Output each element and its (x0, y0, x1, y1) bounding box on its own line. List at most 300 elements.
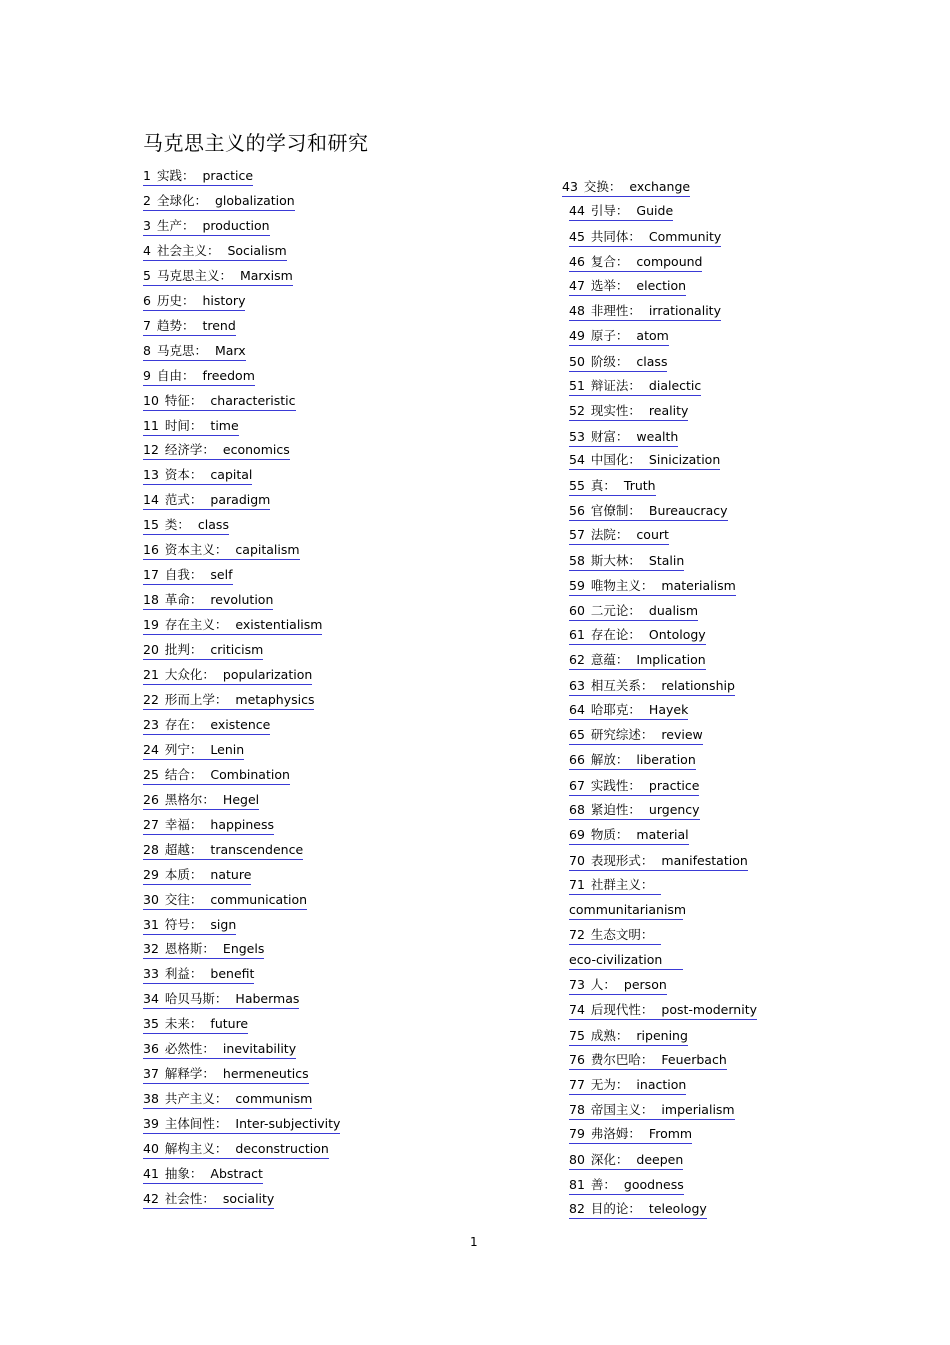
term-entry (143, 792, 259, 810)
term-entry (569, 503, 728, 521)
term-entry (143, 941, 264, 959)
term-entry (569, 877, 661, 895)
term-english: relationship (661, 678, 735, 693)
term-entry (569, 278, 686, 296)
term-number: 56 (569, 503, 585, 518)
term-entry (143, 917, 236, 935)
term-chinese: 物质： (590, 827, 629, 842)
term-english: material (636, 827, 689, 842)
term-english: Habermas (235, 991, 300, 1007)
term-chinese: 资本主义： (164, 542, 228, 558)
term-english: imperialism (661, 1102, 735, 1117)
term-number: 68 (569, 802, 585, 817)
term-entry (143, 243, 287, 261)
term-number: 28 (143, 841, 159, 857)
term-number: 60 (569, 603, 585, 618)
term-entry (569, 678, 735, 696)
term-number: 53 (569, 429, 585, 444)
term-number: 5 (143, 267, 151, 283)
term-english: capital (210, 467, 253, 483)
term-english: hermeneutics (222, 1066, 309, 1082)
term-chinese: 未来： (164, 1016, 203, 1032)
term-chinese: 引导： (590, 203, 629, 218)
term-english: Community (648, 229, 722, 244)
term-entry (569, 853, 748, 871)
term-number: 65 (569, 727, 585, 742)
term-chinese: 存在论： (590, 627, 641, 642)
term-number: 51 (569, 378, 585, 393)
term-english: sign (210, 916, 237, 932)
term-english: Implication (636, 652, 706, 667)
term-number: 72 (569, 927, 585, 942)
term-chinese: 共同体： (590, 229, 641, 244)
term-entry (569, 429, 678, 447)
term-entry (569, 627, 706, 645)
term-english: Marxism (239, 267, 293, 283)
term-english: globalization (214, 192, 295, 208)
term-number: 22 (143, 691, 159, 707)
term-entry (143, 567, 233, 585)
term-number: 3 (143, 217, 151, 233)
term-entry (143, 318, 236, 336)
term-number: 74 (569, 1002, 585, 1017)
term-entry (569, 303, 721, 321)
term-chinese: 社会主义： (156, 242, 220, 258)
term-entry (569, 254, 702, 272)
term-number: 70 (569, 853, 585, 868)
term-chinese: 类： (164, 517, 190, 533)
term-chinese: 无为： (590, 1077, 629, 1092)
term-number: 11 (143, 417, 159, 433)
term-english: deconstruction (235, 1141, 329, 1157)
term-number: 77 (569, 1077, 585, 1092)
term-chinese: 结合： (164, 766, 203, 782)
term-entry (562, 179, 690, 197)
term-entry (569, 527, 669, 545)
term-english: existence (210, 716, 271, 732)
term-chinese: 利益： (164, 966, 203, 982)
term-entry (143, 1016, 248, 1034)
term-chinese: 社会性： (164, 1190, 215, 1206)
term-english: teleology (648, 1201, 707, 1216)
term-english: compound (636, 254, 703, 269)
term-entry (143, 168, 253, 186)
term-number: 81 (569, 1177, 585, 1192)
term-chinese: 范式： (164, 492, 203, 508)
term-entry (143, 742, 244, 760)
term-entry (569, 1002, 757, 1020)
term-number: 7 (143, 317, 151, 333)
term-number: 14 (143, 492, 159, 508)
term-entry (143, 867, 251, 885)
page-title: 马克思主义的学习和研究 (143, 131, 369, 155)
term-chinese: 共产主义： (164, 1091, 228, 1107)
term-chinese: 社群主义： (590, 877, 654, 892)
term-number: 43 (562, 179, 578, 194)
term-number: 40 (143, 1141, 159, 1157)
term-chinese: 实践： (156, 168, 195, 183)
term-entry (569, 1126, 692, 1144)
term-number: 58 (569, 553, 585, 568)
term-number: 35 (143, 1016, 159, 1032)
term-chinese: 实践性： (590, 778, 641, 793)
term-entry (143, 1116, 340, 1134)
term-number: 71 (569, 877, 585, 892)
term-entry (143, 667, 312, 685)
term-chinese: 自我： (164, 567, 203, 583)
term-number: 79 (569, 1126, 585, 1141)
term-entry (569, 977, 667, 995)
term-entry (569, 478, 656, 496)
term-english: communism (235, 1091, 313, 1107)
term-entry (569, 328, 669, 346)
term-number: 21 (143, 667, 159, 682)
term-english: practice (648, 778, 700, 793)
term-entry (143, 817, 274, 835)
term-number: 26 (143, 791, 159, 807)
term-chinese: 幸福： (164, 816, 203, 832)
term-english: Inter-subjectivity (235, 1116, 341, 1132)
term-english: inaction (636, 1077, 687, 1092)
term-english: capitalism (235, 542, 300, 558)
term-entry (569, 578, 736, 596)
term-number: 73 (569, 977, 585, 992)
term-number: 13 (143, 467, 159, 483)
term-number: 57 (569, 527, 585, 542)
term-number: 80 (569, 1152, 585, 1167)
term-chinese: 批判： (164, 642, 203, 658)
term-entry (143, 542, 300, 560)
term-chinese: 革命： (164, 592, 203, 608)
term-entry (143, 393, 296, 411)
term-number: 34 (143, 991, 159, 1007)
term-english: irrationality (648, 303, 721, 318)
term-entry (569, 702, 688, 720)
term-chinese: 复合： (590, 254, 629, 269)
term-chinese: 解构主义： (164, 1141, 228, 1157)
term-english: court (636, 527, 669, 542)
term-chinese: 特征： (164, 392, 203, 408)
term-chinese: 解释学： (164, 1066, 215, 1082)
term-entry (569, 1152, 683, 1170)
term-number: 15 (143, 517, 159, 533)
term-english: reality (648, 403, 689, 418)
term-chinese: 弗洛姆： (590, 1126, 641, 1141)
term-entry (143, 767, 290, 785)
term-english: practice (202, 168, 254, 183)
term-number: 37 (143, 1066, 159, 1082)
term-english: Fromm (648, 1126, 693, 1141)
term-chinese: 经济学： (164, 442, 215, 458)
term-number: 16 (143, 542, 159, 558)
term-english: production (202, 217, 270, 233)
term-english: trend (202, 317, 236, 333)
term-chinese: 阶级： (590, 354, 629, 369)
term-entry (143, 193, 295, 211)
term-chinese: 哈耶克： (590, 702, 641, 717)
term-number: 61 (569, 627, 585, 642)
term-number: 41 (143, 1166, 159, 1181)
term-english: existentialism (235, 617, 323, 633)
term-entry (569, 1077, 686, 1095)
term-number: 17 (143, 567, 159, 583)
term-entry (143, 1191, 274, 1209)
term-chinese: 生产： (156, 217, 195, 233)
term-number: 44 (569, 203, 585, 218)
term-english: history (202, 292, 246, 308)
term-entry (143, 842, 303, 860)
term-chinese: 官僚制： (590, 503, 641, 518)
term-chinese: 法院： (590, 527, 629, 542)
term-english: revolution (210, 592, 274, 608)
term-entry (569, 403, 688, 421)
term-entry (569, 203, 673, 221)
term-english: wealth (636, 429, 679, 444)
term-chinese: 紧迫性： (590, 802, 641, 817)
term-entry (569, 827, 689, 845)
term-english: popularization (222, 667, 313, 682)
term-entry (569, 603, 698, 621)
term-english: Marx (214, 342, 246, 358)
term-number: 50 (569, 354, 585, 369)
term-chinese: 意蕴： (590, 652, 629, 667)
term-number: 19 (143, 617, 159, 633)
term-number: 52 (569, 403, 585, 418)
term-chinese: 中国化： (590, 452, 641, 467)
term-english: Combination (210, 766, 290, 782)
term-english: self (210, 567, 233, 583)
term-entry (569, 354, 667, 372)
term-english: Bureaucracy (648, 503, 728, 518)
term-number: 24 (143, 741, 159, 757)
term-chinese: 深化： (590, 1152, 629, 1167)
term-number: 64 (569, 702, 585, 717)
term-entry (143, 617, 322, 635)
term-entry (569, 752, 696, 770)
term-english: election (636, 278, 687, 293)
term-chinese: 辩证法： (590, 378, 641, 393)
term-english: Ontology (648, 627, 706, 642)
term-chinese: 目的论： (590, 1201, 641, 1216)
term-english: Stalin (648, 553, 685, 568)
term-entry (143, 368, 255, 386)
term-number: 78 (569, 1102, 585, 1117)
term-entry (569, 927, 661, 945)
term-english: benefit (210, 966, 255, 982)
term-english: inevitability (222, 1041, 297, 1057)
term-number: 27 (143, 816, 159, 832)
term-chinese: 大众化： (164, 667, 215, 682)
term-chinese: 全球化： (156, 192, 207, 208)
term-entry (569, 1052, 727, 1070)
term-chinese: 二元论： (590, 603, 641, 618)
term-number: 46 (569, 254, 585, 269)
term-english: dialectic (648, 378, 702, 393)
term-number: 67 (569, 778, 585, 793)
term-number: 63 (569, 678, 585, 693)
term-entry (569, 553, 684, 571)
term-number: 54 (569, 452, 585, 467)
term-chinese: 趋势： (156, 317, 195, 333)
term-number: 4 (143, 242, 151, 258)
term-english: metaphysics (235, 691, 315, 707)
term-entry (143, 218, 270, 236)
term-number: 69 (569, 827, 585, 842)
term-english: liberation (636, 752, 696, 767)
term-chinese: 主体间性： (164, 1116, 228, 1132)
term-chinese: 斯大林： (590, 553, 641, 568)
term-english: goodness (623, 1177, 684, 1192)
term-number: 47 (569, 278, 585, 293)
term-entry (143, 418, 239, 436)
term-chinese: 恩格斯： (164, 941, 215, 957)
term-english: Abstract (210, 1166, 263, 1181)
term-chinese: 存在主义： (164, 617, 228, 633)
term-number: 29 (143, 866, 159, 882)
term-chinese: 历史： (156, 292, 195, 308)
term-entry (569, 778, 699, 796)
term-chinese: 研究综述： (590, 727, 654, 742)
term-chinese: 黑格尔： (164, 791, 215, 807)
term-entry (143, 492, 270, 510)
term-chinese: 唯物主义： (590, 578, 654, 593)
term-number: 10 (143, 392, 159, 408)
term-chinese: 超越： (164, 841, 203, 857)
term-number: 33 (143, 966, 159, 982)
term-chinese: 形而上学： (164, 691, 228, 707)
term-number: 18 (143, 592, 159, 608)
term-number: 6 (143, 292, 151, 308)
term-entry (143, 592, 273, 610)
term-chinese: 交往： (164, 891, 203, 907)
term-number: 9 (143, 367, 151, 383)
term-chinese: 解放： (590, 752, 629, 767)
term-entry (143, 991, 299, 1009)
term-chinese: 时间： (164, 417, 203, 433)
term-english: materialism (661, 578, 736, 593)
term-english: Engels (222, 941, 265, 957)
term-entry (143, 692, 314, 710)
term-chinese: 哈贝马斯： (164, 991, 228, 1007)
term-english: Socialism (227, 242, 287, 258)
term-number: 1 (143, 168, 151, 183)
term-number: 75 (569, 1028, 585, 1043)
term-entry (569, 727, 703, 745)
term-number: 45 (569, 229, 585, 244)
term-english: transcendence (210, 841, 304, 857)
term-chinese: 真： (590, 478, 616, 493)
term-english: Hegel (222, 791, 260, 807)
term-entry (569, 1201, 707, 1219)
term-entry (143, 467, 252, 485)
term-entry (569, 652, 706, 670)
term-english: ripening (636, 1028, 688, 1043)
term-entry (569, 229, 721, 247)
term-number: 32 (143, 941, 159, 957)
term-chinese: 财富： (590, 429, 629, 444)
term-number: 49 (569, 328, 585, 343)
term-number: 38 (143, 1091, 159, 1107)
term-chinese: 符号： (164, 916, 203, 932)
term-chinese: 非理性： (590, 303, 641, 318)
term-entry (143, 892, 307, 910)
term-english: Hayek (648, 702, 689, 717)
term-chinese: 生态文明： (590, 927, 654, 942)
term-english: class (636, 354, 668, 369)
term-entry (143, 1166, 263, 1184)
term-english: review (661, 727, 703, 742)
term-english: urgency (648, 802, 700, 817)
term-number: 76 (569, 1052, 585, 1067)
term-number: 8 (143, 342, 151, 358)
term-chinese: 抽象： (164, 1166, 203, 1181)
term-english: economics (222, 442, 290, 458)
term-number: 23 (143, 716, 159, 732)
term-number: 36 (143, 1041, 159, 1057)
term-number: 82 (569, 1201, 585, 1216)
term-chinese: 存在： (164, 716, 203, 732)
term-english: post-modernity (661, 1002, 757, 1017)
term-chinese: 原子： (590, 328, 629, 343)
term-entry (569, 452, 720, 470)
term-entry (143, 1066, 309, 1084)
term-english: communitarianism (569, 902, 683, 920)
term-entry (143, 517, 229, 535)
term-chinese: 交换： (583, 179, 622, 194)
term-number: 30 (143, 891, 159, 907)
term-entry (569, 1177, 684, 1195)
term-number: 2 (143, 192, 151, 208)
term-chinese: 现实性： (590, 403, 641, 418)
term-entry (569, 1028, 688, 1046)
term-number: 31 (143, 916, 159, 932)
term-chinese: 选举： (590, 278, 629, 293)
term-english: happiness (210, 816, 274, 832)
term-entry (143, 268, 293, 286)
term-chinese: 费尔巴哈： (590, 1052, 654, 1067)
term-entry (143, 966, 254, 984)
term-entry (143, 1141, 329, 1159)
term-english: atom (636, 328, 669, 343)
term-english: Truth (623, 478, 656, 493)
term-entry (143, 293, 245, 311)
term-chinese: 善： (590, 1177, 616, 1192)
term-chinese: 帝国主义： (590, 1102, 654, 1117)
term-english: paradigm (210, 492, 271, 508)
term-chinese: 相互关系： (590, 678, 654, 693)
term-chinese: 资本： (164, 467, 203, 483)
term-chinese: 马克思主义： (156, 267, 232, 283)
page-number: 1 (470, 1235, 478, 1249)
term-english: Guide (636, 203, 674, 218)
term-english: person (623, 977, 667, 992)
term-entry (569, 378, 701, 396)
term-number: 25 (143, 766, 159, 782)
term-number: 42 (143, 1190, 159, 1206)
term-english: Sinicization (648, 452, 721, 467)
term-entry (143, 1091, 312, 1109)
term-english: nature (210, 866, 252, 882)
term-number: 39 (143, 1116, 159, 1132)
term-chinese: 成熟： (590, 1028, 629, 1043)
term-english: exchange (629, 179, 691, 194)
term-entry (569, 1102, 735, 1120)
term-number: 12 (143, 442, 159, 458)
term-english: sociality (222, 1190, 275, 1206)
term-english: manifestation (661, 853, 748, 868)
term-chinese: 本质： (164, 866, 203, 882)
term-entry (143, 717, 270, 735)
